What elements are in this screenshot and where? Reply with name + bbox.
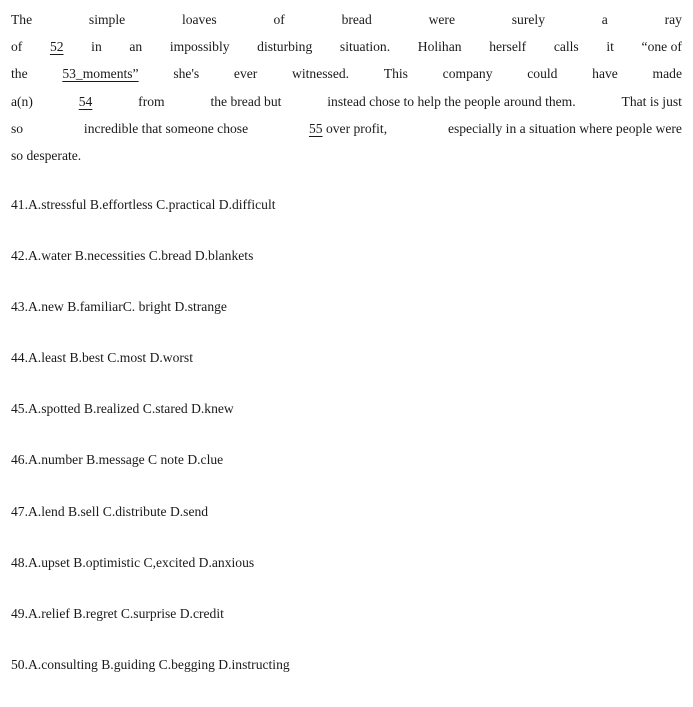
cloze-passage — [11, 6, 682, 169]
question-48: 48.A.upset B.optimistic C,excited D.anxious — [11, 554, 255, 570]
question-50: 50.A.consulting B.guiding C.begging D.instructing — [11, 656, 290, 672]
word: ray — [664, 12, 682, 27]
question-options-list — [11, 196, 682, 707]
word: company — [442, 66, 493, 82]
blank-55: 55 — [308, 120, 323, 136]
question-46: 46.A.number B.message C note D.clue — [11, 452, 224, 468]
word: ever — [233, 66, 258, 82]
word: The — [11, 12, 33, 27]
word: could — [527, 66, 558, 82]
blank-52: 52 — [49, 39, 64, 55]
phrase: incredible that someone chose — [83, 120, 249, 136]
word: she's — [173, 66, 200, 82]
passage-line-2 — [11, 33, 682, 60]
word: so — [11, 120, 24, 136]
word: bread — [341, 12, 372, 27]
question-43: 43.A.new B.familiarC. bright D.strange — [11, 299, 227, 315]
word: have — [592, 66, 618, 82]
word: “one of — [641, 39, 682, 55]
word: This — [383, 66, 408, 82]
question-45: 45.A.spotted B.realized C.stared D.knew — [11, 401, 234, 417]
word: an — [129, 39, 143, 55]
word: disturbing — [257, 39, 313, 55]
word: a(n) — [11, 93, 33, 109]
question-47: 47.A.lend B.sell C.distribute D.send — [11, 503, 209, 519]
word: Holihan — [417, 39, 462, 55]
word: situation. — [339, 39, 391, 55]
word: herself — [489, 39, 527, 55]
word: made — [652, 66, 682, 82]
word: surely — [511, 12, 545, 27]
blank-55-phrase: 55 over profit, — [308, 120, 388, 136]
word: of — [11, 39, 23, 55]
phrase: That is just — [621, 93, 682, 109]
word: witnessed. — [292, 66, 350, 82]
word: impossibly — [169, 39, 230, 55]
passage-line-1 — [11, 6, 682, 33]
word: from — [138, 93, 165, 109]
question-44: 44.A.least B.best C.most D.worst — [11, 350, 194, 366]
question-41: 41.A.stressful B.effortless C.practical D.difficult — [11, 197, 276, 212]
blank-54: 54 — [78, 93, 93, 109]
word: the — [11, 66, 28, 82]
word: a — [601, 12, 608, 27]
word: loaves — [181, 12, 217, 27]
passage-line-6 — [11, 142, 682, 169]
question-42: 42.A.water B.necessities C.bread D.blankets — [11, 248, 254, 264]
passage-line-5 — [11, 115, 682, 142]
word: simple — [88, 12, 126, 27]
phrase: so desperate. — [11, 147, 82, 163]
word: calls — [553, 39, 579, 55]
word: were — [428, 12, 455, 27]
passage-line-3 — [11, 60, 682, 87]
passage-line-4 — [11, 88, 682, 115]
phrase: the bread but — [210, 93, 282, 109]
word: it — [606, 39, 614, 55]
phrase: instead chose to help the people around them. — [327, 93, 576, 109]
word: of — [273, 12, 285, 27]
word: in — [91, 39, 102, 55]
blank-53: 53_moments” — [62, 66, 139, 82]
phrase: especially in a situation where people were — [447, 120, 682, 136]
question-49: 49.A.relief B.regret C.surprise D.credit — [11, 605, 224, 621]
